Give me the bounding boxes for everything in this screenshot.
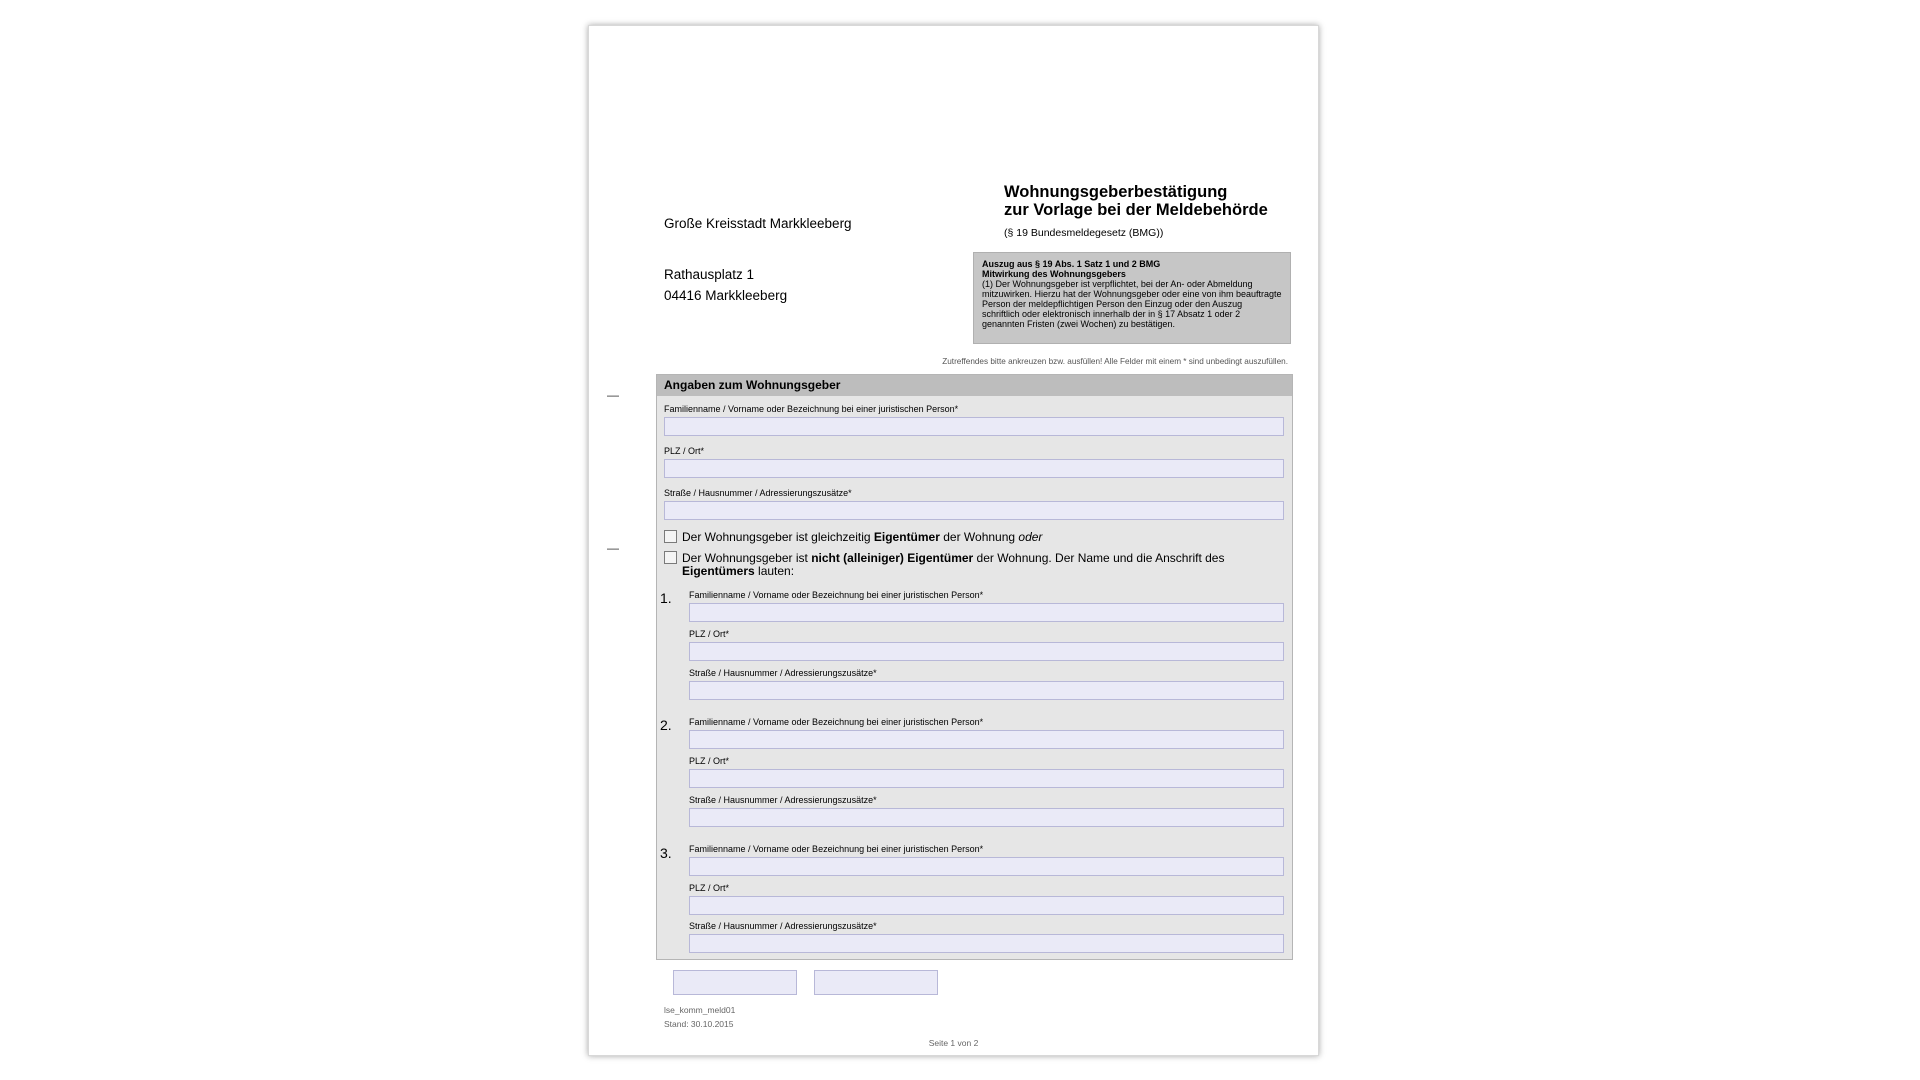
form-title [1004, 183, 1314, 219]
form-action-button[interactable] [814, 970, 938, 995]
authority-name: Große Kreisstadt Markkleeberg [664, 216, 852, 231]
owner-checkbox-label [682, 531, 1042, 544]
owner-name-field[interactable] [689, 730, 1284, 749]
landlord-name-field[interactable] [664, 417, 1284, 436]
owner-text-italic: oder [1018, 530, 1043, 544]
page-number: Seite 1 von 2 [928, 1038, 979, 1048]
not-owner-text-prefix: Der Wohnungsgeber ist [682, 551, 812, 565]
not-owner-text-bold: nicht (alleiniger) Eigentümer [811, 551, 974, 565]
form-action-button[interactable] [673, 970, 797, 995]
landlord-street-label: Straße / Hausnummer / Adressierungszusätze* [664, 488, 852, 498]
landlord-section [656, 374, 1293, 960]
authority-street: Rathausplatz 1 [664, 267, 755, 282]
owner-number: 1. [660, 590, 672, 606]
owner-street-field[interactable] [689, 681, 1284, 700]
owner-plz-label: PLZ / Ort* [689, 756, 730, 766]
owner-plz-label: PLZ / Ort* [689, 629, 730, 639]
fold-marker: — [607, 541, 619, 555]
info-text: (1) Der Wohnungsgeber ist verpflichtet, bei der An- oder Abmeldung mitzuwirken. Hierzu hat der Wohnungsgeber oder eine von ihm beauftragte Person der meldepflichtigen Person den Einzug oder den Auszug schriftlich oder elektronisch innerhalb der in § 17 Absatz 1 oder 2 genannten Fristen (zwei Wochen) zu bestätigen. [982, 279, 1282, 329]
info-heading-1: Auszug aus § 19 Abs. 1 Satz 1 und 2 BMG [982, 259, 1161, 269]
section-header: Angaben zum Wohnungsgeber [657, 375, 1292, 396]
form-date: Stand: 30.10.2015 [664, 1019, 734, 1029]
not-owner-text-suffix: lauten: [754, 564, 795, 578]
fold-marker: — [607, 388, 619, 402]
landlord-plz-label: PLZ / Ort* [664, 446, 705, 456]
fill-hint: Zutreffendes bitte ankreuzen bzw. ausfüllen! Alle Felder mit einem * sind unbedingt auszufüllen. [942, 357, 1288, 366]
owner-checkbox[interactable] [664, 530, 677, 543]
landlord-street-field[interactable] [664, 501, 1284, 520]
info-heading-2: Mitwirkung des Wohnungsgebers [982, 269, 1126, 279]
not-owner-text-middle: der Wohnung. Der Name und die Anschrift des [973, 551, 1225, 565]
owner-text-prefix: Der Wohnungsgeber ist gleichzeitig [682, 530, 874, 544]
not-owner-checkbox-label [682, 552, 1272, 578]
owner-number: 3. [660, 845, 672, 861]
owner-number: 2. [660, 717, 672, 733]
landlord-name-label: Familienname / Vorname oder Bezeichnung bei einer juristischen Person* [664, 404, 959, 414]
owner-street-label: Straße / Hausnummer / Adressierungszusätze* [689, 795, 877, 805]
owner-text-bold: Eigentümer [873, 530, 940, 544]
owner-street-label: Straße / Hausnummer / Adressierungszusätze* [689, 668, 877, 678]
owner-plz-field[interactable] [689, 642, 1284, 661]
form-title-line2: zur Vorlage bei der Meldebehörde [1004, 201, 1268, 219]
owner-name-label: Familienname / Vorname oder Bezeichnung bei einer juristischen Person* [689, 717, 984, 727]
owner-name-field[interactable] [689, 603, 1284, 622]
owner-plz-label: PLZ / Ort* [689, 883, 730, 893]
not-owner-text-bold2: Eigentümers [682, 564, 755, 578]
owner-plz-field[interactable] [689, 769, 1284, 788]
owner-street-field[interactable] [689, 808, 1284, 827]
owner-text-middle: der Wohnung [939, 530, 1019, 544]
owner-name-label: Familienname / Vorname oder Bezeichnung bei einer juristischen Person* [689, 844, 984, 854]
owner-name-label: Familienname / Vorname oder Bezeichnung bei einer juristischen Person* [689, 590, 984, 600]
authority-city: 04416 Markkleeberg [664, 288, 788, 303]
landlord-plz-field[interactable] [664, 459, 1284, 478]
form-id: lse_komm_meld01 [664, 1005, 736, 1015]
owner-plz-field[interactable] [689, 896, 1284, 915]
form-subtitle: (§ 19 Bundesmeldegesetz (BMG)) [1004, 227, 1164, 239]
owner-street-field[interactable] [689, 934, 1284, 953]
owner-name-field[interactable] [689, 857, 1284, 876]
not-owner-checkbox[interactable] [664, 551, 677, 564]
owner-street-label: Straße / Hausnummer / Adressierungszusätze* [689, 921, 877, 931]
form-title-line1: Wohnungsgeberbestätigung [1004, 183, 1228, 201]
form-page [588, 25, 1319, 1056]
legal-info-box [973, 252, 1291, 344]
